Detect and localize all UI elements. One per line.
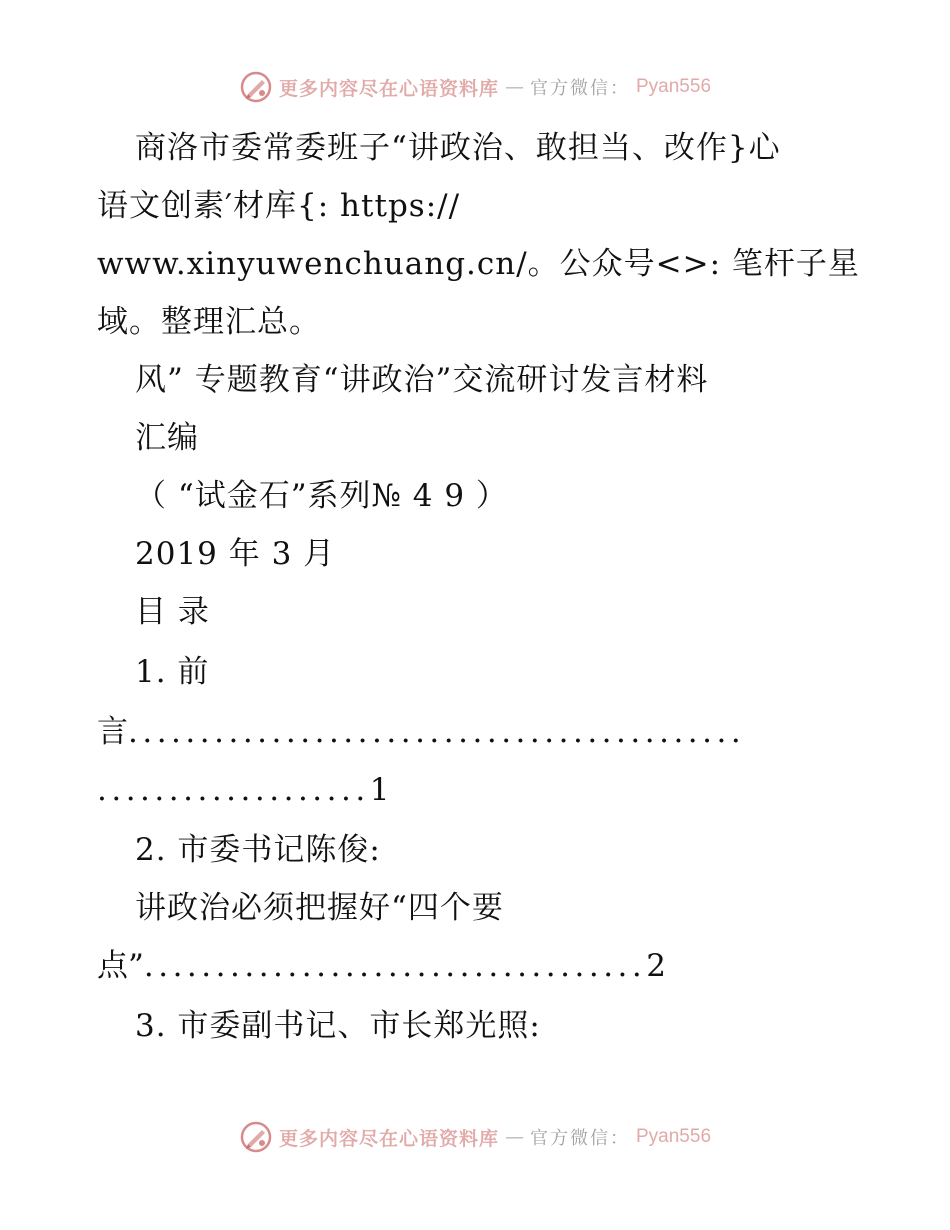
toc-heading: 目 录	[135, 594, 210, 630]
toc-item-2-start: 点”	[97, 948, 144, 984]
toc-item-1-title: 1. 前	[135, 654, 210, 690]
toc-item-2-title: 2. 市委书记陈俊:	[135, 832, 381, 868]
toc-leader-dots: ...................	[97, 772, 370, 808]
banner-id: Pyan556	[636, 76, 712, 97]
banner-id: Pyan556	[636, 1126, 712, 1147]
brand-logo-icon	[239, 1120, 273, 1154]
header-watermark-banner	[0, 70, 950, 110]
doc-series-line: （ “试金石”系列№ 4 9 ）	[135, 478, 508, 514]
doc-line-4: 域。整理汇总。	[97, 304, 321, 340]
toc-item-3-title: 3. 市委副书记、市长郑光照:	[135, 1008, 541, 1044]
banner-separator: —	[505, 76, 524, 98]
toc-item-1-leader	[97, 712, 745, 752]
doc-line-3: www.xinyuwenchuang.cn/。公众号<>: 笔杆子星	[97, 246, 860, 282]
doc-line-1: 商洛市委常委班子“讲政治、敢担当、改作}心	[135, 130, 781, 166]
brand-logo-icon	[239, 70, 273, 104]
banner-label: 官方微信：	[530, 78, 630, 99]
toc-item-1-start: 言	[97, 714, 128, 750]
toc-leader-dots: ...........................................	[128, 714, 746, 750]
banner-text: 更多内容尽在心语资料库	[278, 77, 499, 100]
toc-item-2-subtitle: 讲政治必须把握好“四个要	[135, 890, 504, 926]
doc-date-line: 2019 年 3 月	[135, 536, 336, 572]
doc-title-line-2: 汇编	[135, 420, 199, 456]
doc-line-2: 语文创素′材库{: https://	[97, 188, 461, 224]
toc-item-2-leader	[97, 946, 666, 986]
footer-watermark-banner	[0, 1120, 950, 1160]
toc-item-1-page: 1	[369, 772, 390, 808]
banner-separator: —	[505, 1126, 524, 1148]
banner-text: 更多内容尽在心语资料库	[278, 1127, 499, 1150]
toc-item-1-leader-end	[97, 770, 389, 810]
banner-label: 官方微信：	[530, 1128, 630, 1149]
toc-item-2-page: 2	[646, 948, 666, 984]
doc-title-line-1: 风” 专题教育“讲政治”交流研讨发言材料	[135, 362, 709, 398]
toc-leader-dots: ...................................	[143, 948, 647, 984]
